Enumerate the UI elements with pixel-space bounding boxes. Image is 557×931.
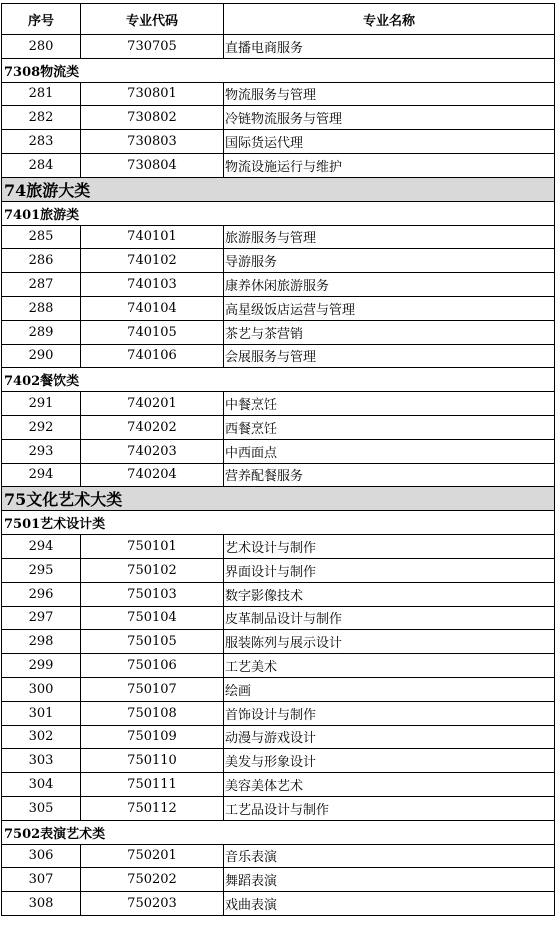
serial-number-cell: 289 bbox=[2, 320, 81, 344]
serial-number-cell: 297 bbox=[2, 606, 81, 630]
table-row bbox=[2, 344, 555, 368]
serial-number-cell: 303 bbox=[2, 749, 81, 773]
major-code-cell: 750201 bbox=[81, 844, 224, 868]
header-major-name: 专业名称 bbox=[224, 4, 555, 35]
table-header-row bbox=[2, 4, 555, 35]
major-code-cell: 750105 bbox=[81, 630, 224, 654]
serial-number-cell: 290 bbox=[2, 344, 81, 368]
table-row bbox=[2, 153, 555, 177]
serial-number-cell: 302 bbox=[2, 725, 81, 749]
serial-number-cell: 282 bbox=[2, 106, 81, 130]
major-name-cell: 高星级饭店运营与管理 bbox=[224, 296, 555, 320]
major-code-cell: 740201 bbox=[81, 392, 224, 416]
serial-number-cell: 295 bbox=[2, 558, 81, 582]
major-name-cell: 美容美体艺术 bbox=[224, 773, 555, 797]
serial-number-cell: 296 bbox=[2, 582, 81, 606]
table-row bbox=[2, 749, 555, 773]
major-name-cell: 会展服务与管理 bbox=[224, 344, 555, 368]
table-row bbox=[2, 296, 555, 320]
major-name-cell: 界面设计与制作 bbox=[224, 558, 555, 582]
serial-number-cell: 281 bbox=[2, 82, 81, 106]
serial-number-cell: 299 bbox=[2, 654, 81, 678]
table-row bbox=[2, 606, 555, 630]
table-row bbox=[2, 796, 555, 820]
table-row bbox=[2, 654, 555, 678]
major-code-cell: 740106 bbox=[81, 344, 224, 368]
major-name-cell: 旅游服务与管理 bbox=[224, 225, 555, 249]
major-code-cell: 750203 bbox=[81, 892, 224, 916]
subcategory-row bbox=[2, 58, 555, 82]
serial-number-cell: 293 bbox=[2, 439, 81, 463]
major-code-cell: 750106 bbox=[81, 654, 224, 678]
major-code-cell: 750109 bbox=[81, 725, 224, 749]
table-row bbox=[2, 225, 555, 249]
category-row bbox=[2, 177, 555, 201]
major-name-cell: 数字影像技术 bbox=[224, 582, 555, 606]
major-name-cell: 冷链物流服务与管理 bbox=[224, 106, 555, 130]
major-name-cell: 绘画 bbox=[224, 677, 555, 701]
serial-number-cell: 305 bbox=[2, 796, 81, 820]
major-name-cell: 中餐烹饪 bbox=[224, 392, 555, 416]
serial-number-cell: 283 bbox=[2, 130, 81, 154]
major-code-cell: 730803 bbox=[81, 130, 224, 154]
major-code-cell: 750112 bbox=[81, 796, 224, 820]
major-name-cell: 物流设施运行与维护 bbox=[224, 153, 555, 177]
serial-number-cell: 307 bbox=[2, 868, 81, 892]
major-code-cell: 750102 bbox=[81, 558, 224, 582]
table-row bbox=[2, 773, 555, 797]
subcategory-label: 7308物流类 bbox=[2, 58, 555, 82]
category-label: 75文化艺术大类 bbox=[2, 487, 555, 511]
table-row bbox=[2, 868, 555, 892]
major-name-cell: 中西面点 bbox=[224, 439, 555, 463]
serial-number-cell: 300 bbox=[2, 677, 81, 701]
serial-number-cell: 287 bbox=[2, 273, 81, 297]
table-row bbox=[2, 535, 555, 559]
major-name-cell: 艺术设计与制作 bbox=[224, 535, 555, 559]
major-name-cell: 音乐表演 bbox=[224, 844, 555, 868]
table-row bbox=[2, 439, 555, 463]
serial-number-cell: 285 bbox=[2, 225, 81, 249]
major-code-cell: 740202 bbox=[81, 415, 224, 439]
major-name-cell: 工艺美术 bbox=[224, 654, 555, 678]
table-row bbox=[2, 677, 555, 701]
major-name-cell: 舞蹈表演 bbox=[224, 868, 555, 892]
major-code-cell: 740101 bbox=[81, 225, 224, 249]
category-label: 74旅游大类 bbox=[2, 177, 555, 201]
subcategory-label: 7501艺术设计类 bbox=[2, 511, 555, 535]
subcategory-row bbox=[2, 511, 555, 535]
table-row bbox=[2, 249, 555, 273]
table-row bbox=[2, 701, 555, 725]
table-row bbox=[2, 725, 555, 749]
major-code-cell: 730801 bbox=[81, 82, 224, 106]
major-name-cell: 物流服务与管理 bbox=[224, 82, 555, 106]
table-body bbox=[2, 35, 555, 916]
major-name-cell: 直播电商服务 bbox=[224, 35, 555, 59]
major-code-cell: 750111 bbox=[81, 773, 224, 797]
table-row bbox=[2, 558, 555, 582]
category-row bbox=[2, 487, 555, 511]
major-name-cell: 康养休闲旅游服务 bbox=[224, 273, 555, 297]
major-name-cell: 动漫与游戏设计 bbox=[224, 725, 555, 749]
serial-number-cell: 301 bbox=[2, 701, 81, 725]
major-code-cell: 750202 bbox=[81, 868, 224, 892]
major-code-cell: 740104 bbox=[81, 296, 224, 320]
major-name-cell: 西餐烹饪 bbox=[224, 415, 555, 439]
subcategory-label: 7402餐饮类 bbox=[2, 368, 555, 392]
serial-number-cell: 294 bbox=[2, 463, 81, 487]
table-row bbox=[2, 844, 555, 868]
table-row bbox=[2, 463, 555, 487]
major-code-cell: 740204 bbox=[81, 463, 224, 487]
major-catalog-table bbox=[1, 3, 555, 916]
major-name-cell: 营养配餐服务 bbox=[224, 463, 555, 487]
header-serial-number: 序号 bbox=[2, 4, 81, 35]
table-row bbox=[2, 320, 555, 344]
major-code-cell: 750108 bbox=[81, 701, 224, 725]
serial-number-cell: 298 bbox=[2, 630, 81, 654]
subcategory-row bbox=[2, 820, 555, 844]
serial-number-cell: 292 bbox=[2, 415, 81, 439]
major-name-cell: 美发与形象设计 bbox=[224, 749, 555, 773]
table-row bbox=[2, 582, 555, 606]
major-code-cell: 740105 bbox=[81, 320, 224, 344]
header-major-code: 专业代码 bbox=[81, 4, 224, 35]
major-name-cell: 首饰设计与制作 bbox=[224, 701, 555, 725]
table-row bbox=[2, 273, 555, 297]
major-name-cell: 茶艺与茶营销 bbox=[224, 320, 555, 344]
table-row bbox=[2, 82, 555, 106]
major-name-cell: 工艺品设计与制作 bbox=[224, 796, 555, 820]
serial-number-cell: 306 bbox=[2, 844, 81, 868]
table-row bbox=[2, 630, 555, 654]
table-row bbox=[2, 106, 555, 130]
subcategory-label: 7401旅游类 bbox=[2, 201, 555, 225]
major-code-cell: 740102 bbox=[81, 249, 224, 273]
serial-number-cell: 308 bbox=[2, 892, 81, 916]
serial-number-cell: 280 bbox=[2, 35, 81, 59]
major-name-cell: 戏曲表演 bbox=[224, 892, 555, 916]
major-code-cell: 750107 bbox=[81, 677, 224, 701]
major-code-cell: 750104 bbox=[81, 606, 224, 630]
table-row bbox=[2, 892, 555, 916]
table-row bbox=[2, 392, 555, 416]
major-name-cell: 皮革制品设计与制作 bbox=[224, 606, 555, 630]
major-code-cell: 740103 bbox=[81, 273, 224, 297]
major-name-cell: 国际货运代理 bbox=[224, 130, 555, 154]
serial-number-cell: 294 bbox=[2, 535, 81, 559]
serial-number-cell: 284 bbox=[2, 153, 81, 177]
subcategory-row bbox=[2, 368, 555, 392]
major-code-cell: 750101 bbox=[81, 535, 224, 559]
major-code-cell: 750103 bbox=[81, 582, 224, 606]
subcategory-label: 7502表演艺术类 bbox=[2, 820, 555, 844]
table-row bbox=[2, 130, 555, 154]
major-code-cell: 740203 bbox=[81, 439, 224, 463]
major-name-cell: 导游服务 bbox=[224, 249, 555, 273]
major-code-cell: 730705 bbox=[81, 35, 224, 59]
major-code-cell: 750110 bbox=[81, 749, 224, 773]
table-row bbox=[2, 35, 555, 59]
serial-number-cell: 304 bbox=[2, 773, 81, 797]
serial-number-cell: 288 bbox=[2, 296, 81, 320]
subcategory-row bbox=[2, 201, 555, 225]
table-row bbox=[2, 415, 555, 439]
major-code-cell: 730802 bbox=[81, 106, 224, 130]
serial-number-cell: 291 bbox=[2, 392, 81, 416]
major-code-cell: 730804 bbox=[81, 153, 224, 177]
major-name-cell: 服装陈列与展示设计 bbox=[224, 630, 555, 654]
serial-number-cell: 286 bbox=[2, 249, 81, 273]
